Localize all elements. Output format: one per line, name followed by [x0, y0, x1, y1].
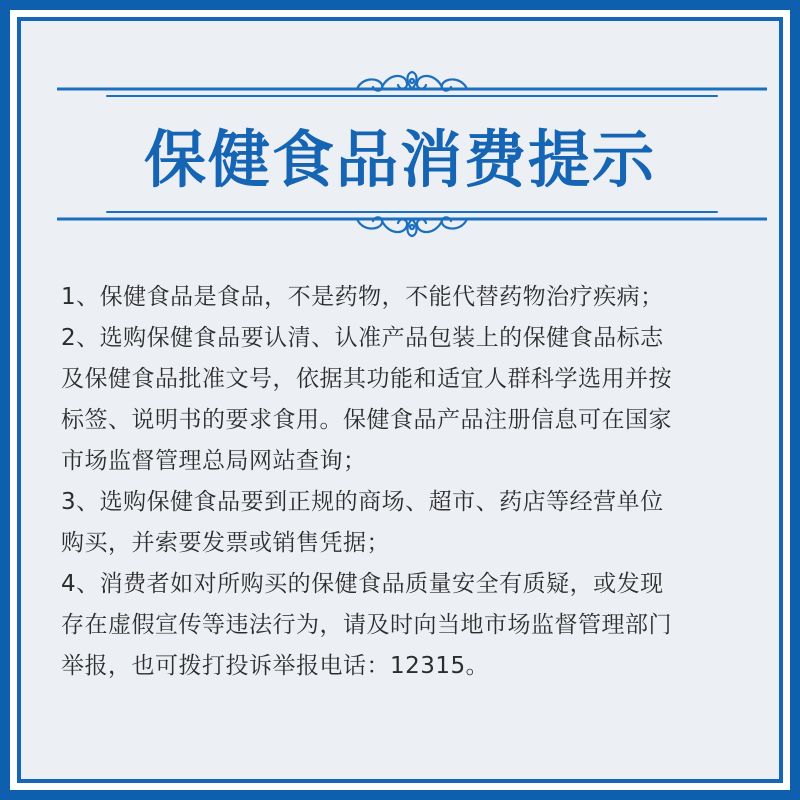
notice-panel: [17, 17, 783, 783]
top-divider-ornament: [57, 69, 767, 99]
body-line: 2、选购保健食品要认清、认准产品包装上的保健食品标志: [61, 325, 664, 351]
body-line: 及保健食品批准文号，依据其功能和适宜人群科学选用并按: [61, 366, 672, 392]
body-line: 4、消费者如对所购买的保健食品质量安全有质疑，或发现: [61, 571, 664, 597]
body-line: 标签、说明书的要求食用。保健食品产品注册信息可在国家: [61, 407, 672, 433]
page-title: 保健食品消费提示: [143, 123, 656, 196]
body-line: 举报，也可拨打投诉举报电话：12315。: [61, 653, 490, 679]
body-line: 存在虚假宣传等违法行为，请及时向当地市场监督管理部门: [61, 612, 672, 638]
bottom-divider-ornament: [57, 209, 767, 239]
body-line: 1、保健食品是食品，不是药物，不能代替药物治疗疾病；: [61, 284, 664, 310]
body-line: 购买，并索要发票或销售凭据；: [61, 530, 390, 556]
notice-body: [61, 277, 771, 687]
body-line: 市场监督管理总局网站查询；: [61, 448, 367, 474]
body-line: 3、选购保健食品要到正规的商场、超市、药店等经营单位: [61, 489, 664, 515]
